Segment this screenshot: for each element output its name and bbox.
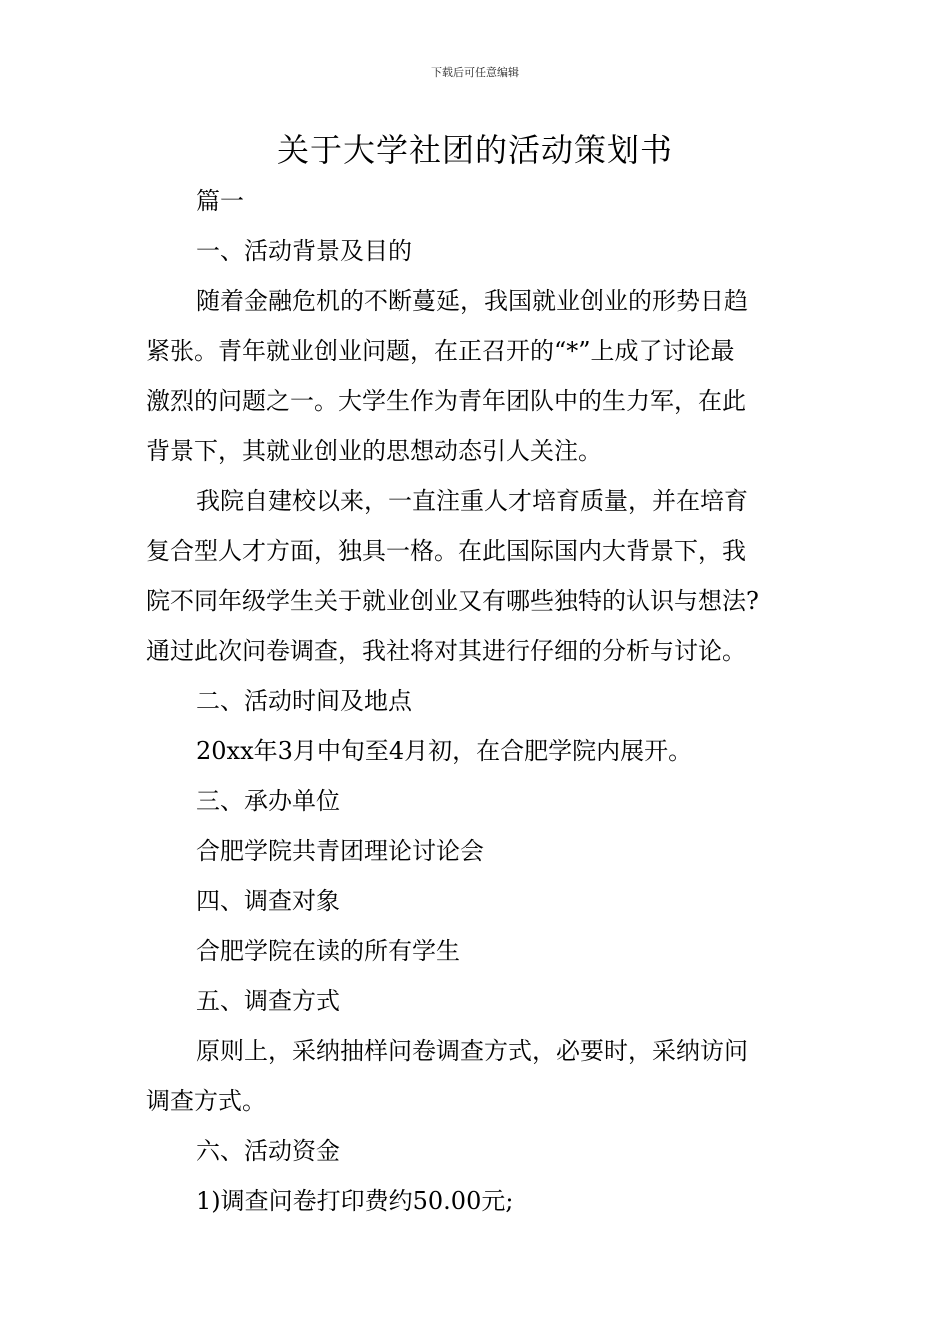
body-line: 紧张。青年就业创业问题，在正召开的“*”上成了讨论最	[146, 337, 735, 365]
body-line: 院不同年级学生关于就业创业又有哪些独特的认识与想法?	[146, 587, 759, 615]
body-line: 五、调查方式	[196, 987, 340, 1015]
body-line: 调查方式。	[146, 1087, 266, 1115]
body-line: 六、活动资金	[196, 1137, 340, 1165]
document-body	[146, 176, 808, 1226]
body-line: 篇一	[196, 187, 244, 215]
body-line: 原则上，采纳抽样问卷调查方式，必要时，采纳访问	[196, 1037, 748, 1065]
body-line: 通过此次问卷调查，我社将对其进行仔细的分析与讨论。	[146, 637, 746, 665]
body-line: 合肥学院在读的所有学生	[196, 937, 460, 965]
body-line: 四、调查对象	[196, 887, 340, 915]
body-line: 随着金融危机的不断蔓延，我国就业创业的形势日趋	[196, 287, 748, 315]
body-line: 二、活动时间及地点	[196, 687, 412, 715]
page-header-note: 下载后可任意编辑	[431, 66, 519, 79]
body-line: 复合型人才方面，独具一格。在此国际国内大背景下，我	[146, 537, 746, 565]
body-line: 背景下，其就业创业的思想动态引人关注。	[146, 437, 602, 465]
body-line: 一、活动背景及目的	[196, 237, 412, 265]
body-line: 1)调查问卷打印费约50.00元;	[196, 1187, 514, 1215]
document-title: 关于大学社团的活动策划书	[276, 131, 673, 169]
body-line: 三、承办单位	[196, 787, 340, 815]
body-line: 合肥学院共青团理论讨论会	[196, 837, 484, 865]
body-line: 激烈的问题之一。大学生作为青年团队中的生力军，在此	[146, 387, 746, 415]
body-line: 我院自建校以来，一直注重人才培育质量，并在培育	[196, 487, 748, 515]
body-line: 20xx年3月中旬至4月初，在合肥学院内展开。	[196, 737, 693, 765]
